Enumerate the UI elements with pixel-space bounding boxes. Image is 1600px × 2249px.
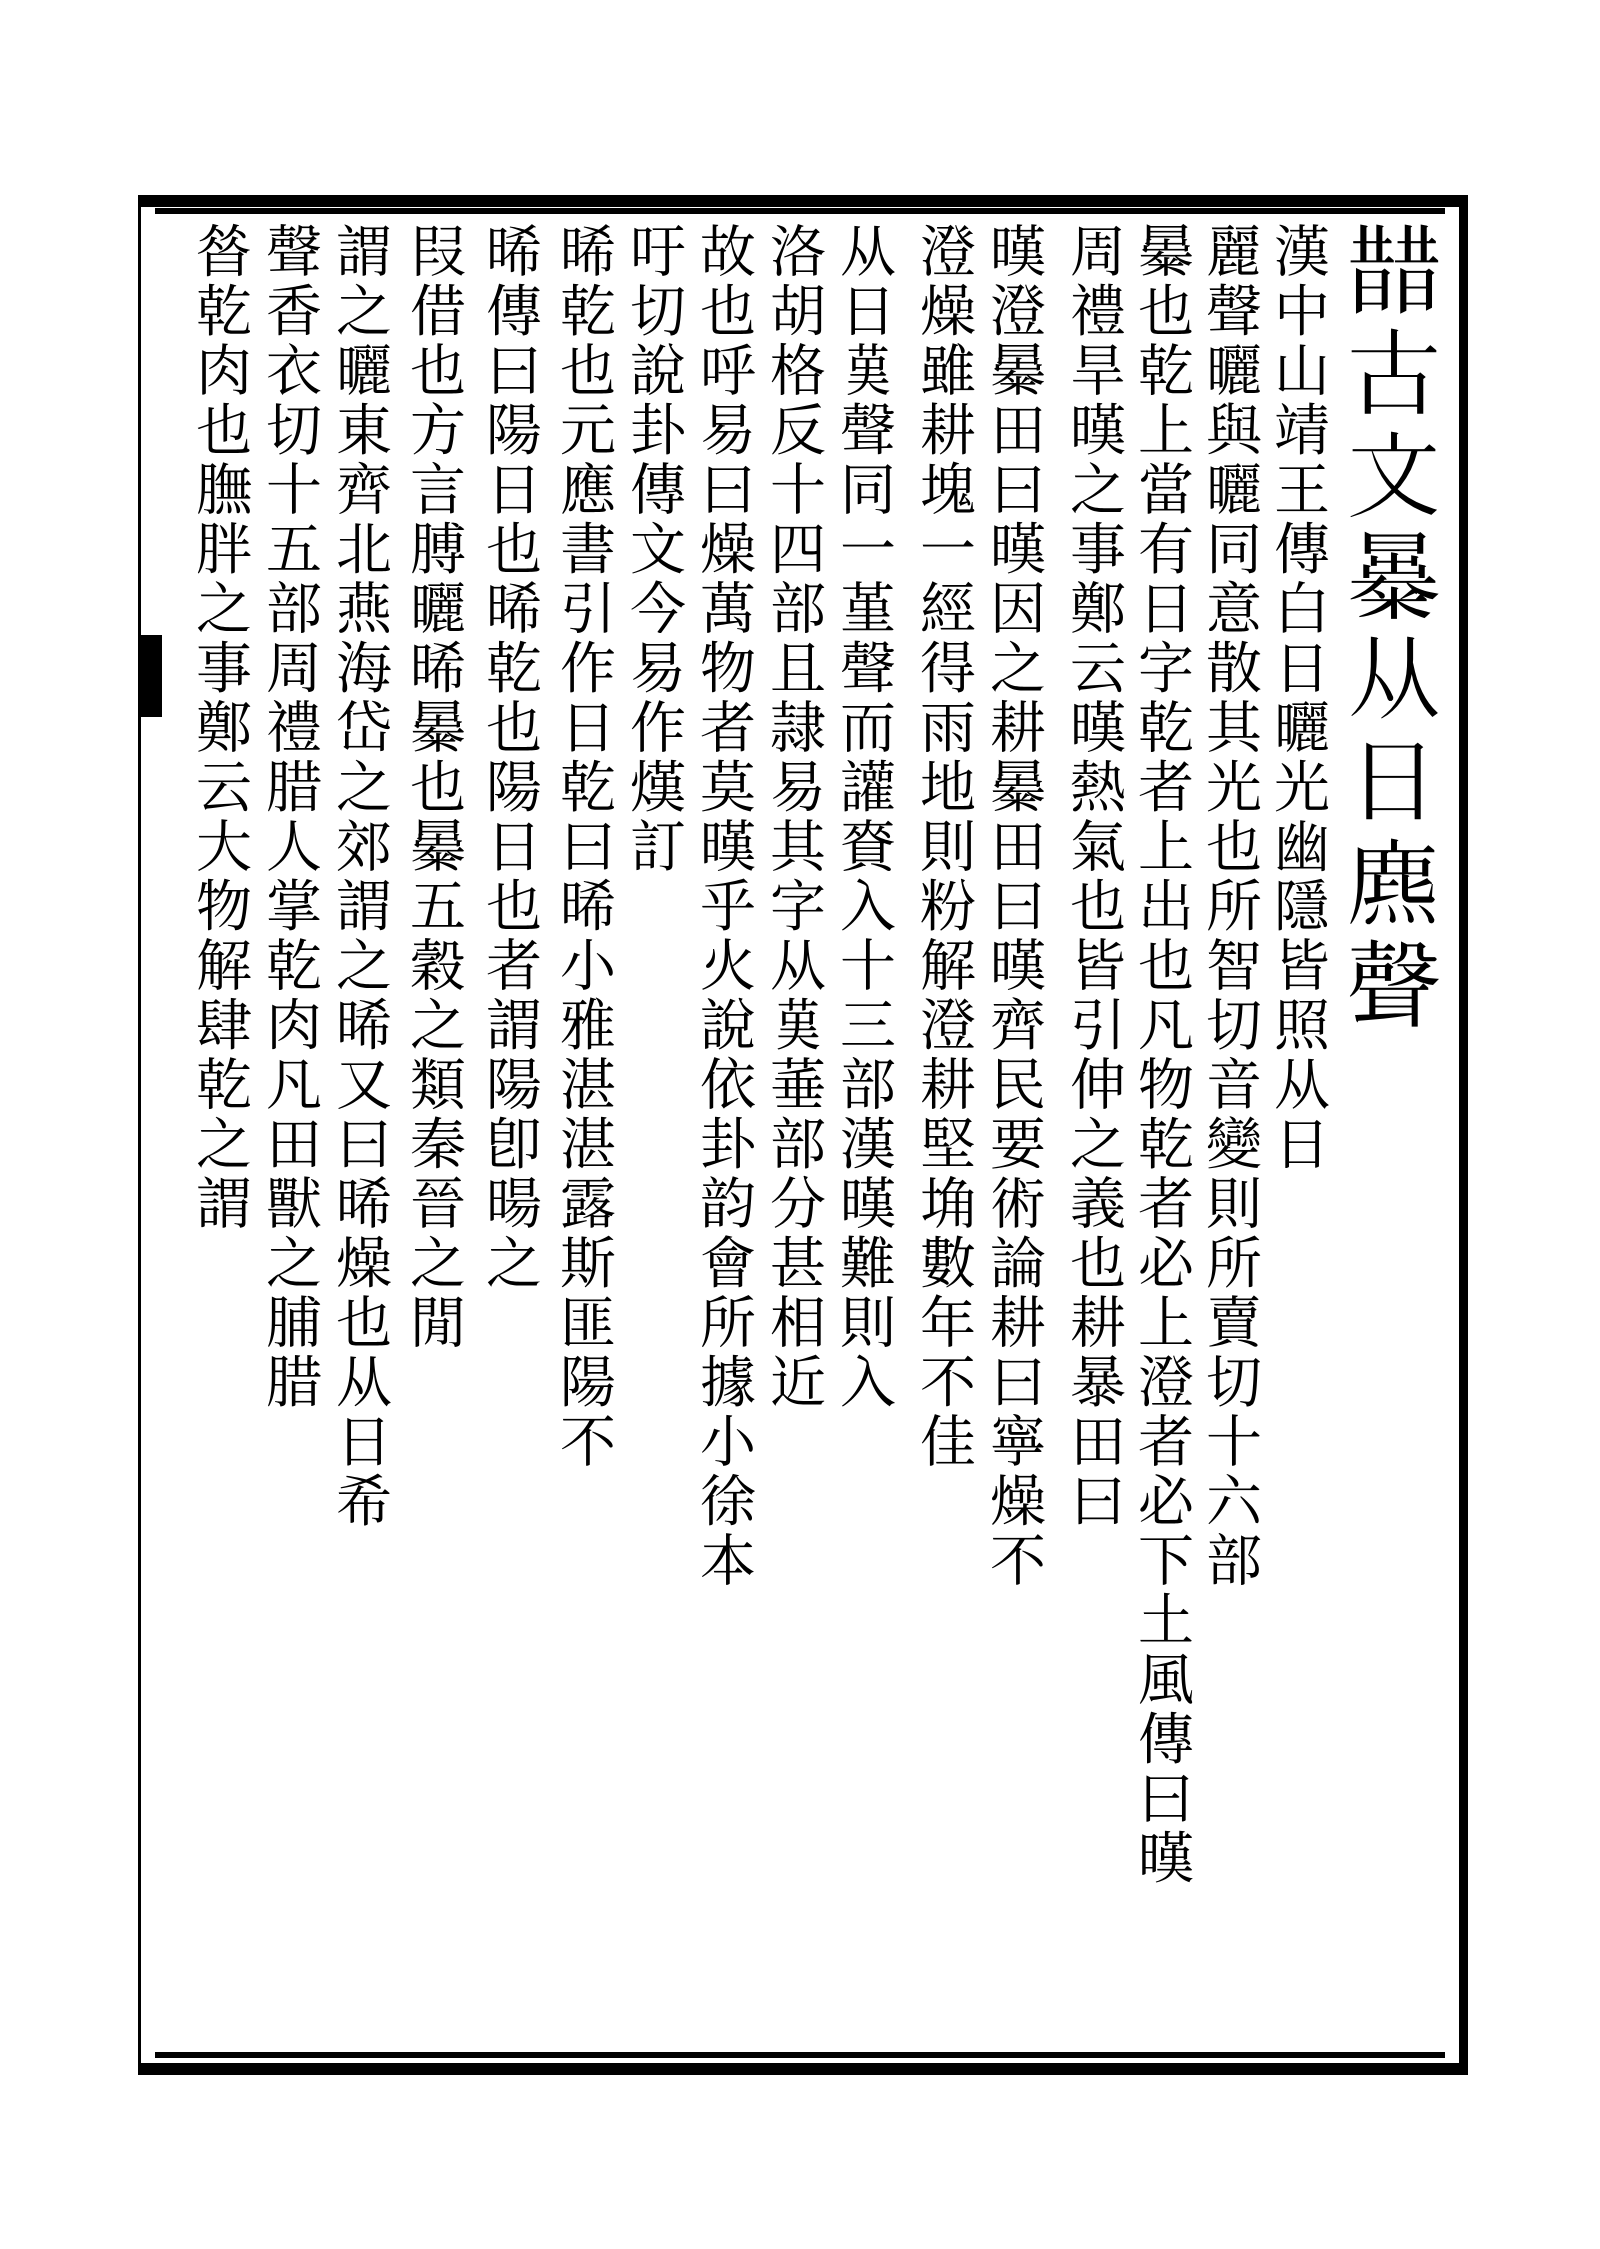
text-column-12: 晞乾也元應書引作日乾曰晞小雅湛湛露斯匪陽不 [551,222,616,1472]
text-column-3: 麗聲曬與曬同意散其光也所智切音變則所賣切十六部 [1197,222,1262,1591]
text-column-8: 从日𦰩聲同一堇聲而讙𧶘入十三部漢暵難則入 [831,222,896,1412]
text-column-10: 故也呼易曰燥萬物者莫暵乎火說依卦韵會所據小徐本 [691,222,756,1591]
binding-edge-mark [140,635,162,717]
text-column-15: 謂之曬東齊北燕海岱之郊謂之晞又曰晞燥也从日希 [327,222,392,1531]
text-column-5: 周禮旱暵之事鄭云暵熱氣也皆引伸之義也耕暴田曰 [1061,222,1126,1531]
text-column-11: 吁切說卦傳文今易作熯訂 [621,222,686,877]
text-column-2: 漢中山靖王傳白日曬光幽隱皆照从日 [1265,222,1330,1174]
text-column-7: 澄燥雖耕塊一經得雨地則粉解澄耕堅埆數年不佳 [911,222,976,1472]
text-column-17: 㫺乾肉也膴胖之事鄭云大物解肆乾之謂 [187,222,252,1234]
text-column-6: 暵澄㬥田曰暵因之耕㬥田曰暵齊民要術論耕曰寧燥不 [981,222,1046,1591]
text-column-4: 㬥也乾上當有日字乾者上出也凡物乾者必上澄者必下土風傳曰暵 [1129,222,1194,1888]
text-column-9: 洛胡格反十四部且隷易其字从𦰩菙部分甚相近 [761,222,826,1412]
text-column-1: 𣊣古文㬥从日麃聲 [1334,222,1446,1038]
text-column-16: 聲香衣切十五部周禮腊人掌乾肉凡田獸之脯腊 [257,222,322,1412]
top-rule [155,208,1445,214]
text-column-13: 晞傳曰陽日也晞乾也陽日也者謂陽卽暘之 [477,222,542,1293]
bottom-rule [155,2052,1445,2058]
text-column-14: 叚借也方言膊曬晞㬥也㬥五穀之類秦晉之閒 [401,222,466,1353]
